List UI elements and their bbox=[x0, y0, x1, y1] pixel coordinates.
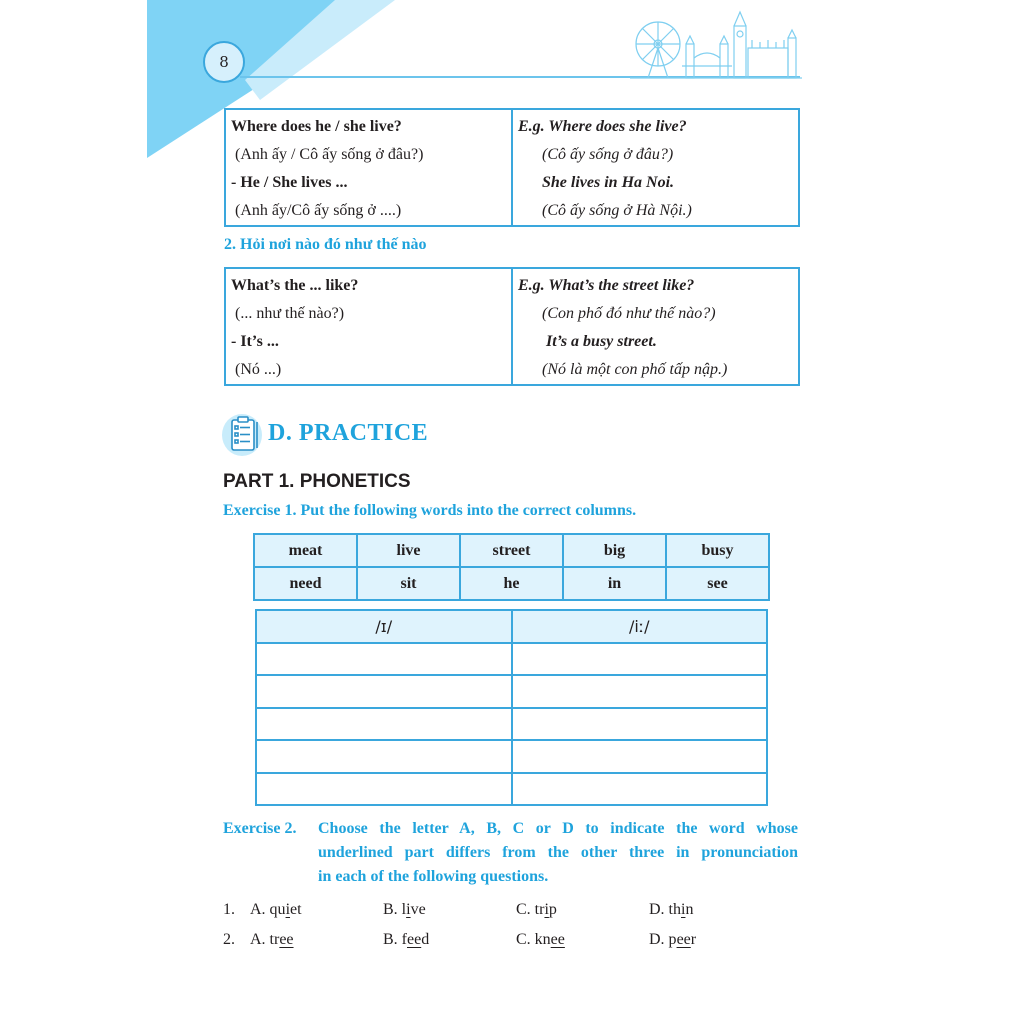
answer-cell[interactable] bbox=[513, 676, 769, 709]
word-cell: live bbox=[358, 535, 461, 568]
option-b[interactable]: B. live bbox=[383, 901, 426, 918]
grammar-translation: (... như thế nào?) bbox=[235, 305, 345, 322]
example-answer: She lives in Ha Noi. bbox=[542, 174, 675, 191]
column-header-long-i: /iː/ bbox=[513, 611, 769, 644]
word-cell: street bbox=[461, 535, 564, 568]
exercise-2-label: Exercise 2. bbox=[223, 820, 297, 837]
exercise-2-line-3: in each of the following questions. bbox=[318, 868, 549, 885]
option-b[interactable]: B. feed bbox=[383, 931, 430, 948]
answer-cell[interactable] bbox=[257, 676, 513, 709]
word-cell: he bbox=[461, 568, 564, 601]
exercise-2-line-2: underlined part differs from the other three in pronunciation bbox=[318, 844, 798, 861]
grammar-box-left bbox=[226, 110, 511, 225]
grammar-answer: - He / She lives ... bbox=[231, 174, 348, 191]
page-number: 8 bbox=[219, 53, 229, 71]
option-c[interactable]: C. knee bbox=[516, 931, 565, 948]
answer-cell[interactable] bbox=[513, 741, 769, 774]
question-number: 1. bbox=[223, 901, 235, 918]
word-cell: in bbox=[564, 568, 667, 601]
exercise-2-line-1: Choose the letter A, B, C or D to indicate the word whose bbox=[318, 820, 798, 837]
answer-cell[interactable] bbox=[257, 709, 513, 742]
option-a[interactable]: A. tree bbox=[250, 931, 294, 948]
grammar-box-what-like bbox=[224, 267, 800, 386]
word-cell: see bbox=[667, 568, 770, 601]
word-cell: need bbox=[255, 568, 358, 601]
grammar-box-right bbox=[511, 110, 798, 225]
grammar-translation: (Anh ấy / Cô ấy sống ở đâu?) bbox=[235, 146, 424, 163]
answer-cell[interactable] bbox=[257, 774, 513, 807]
example-answer: It’s a busy street. bbox=[546, 333, 657, 350]
example-translation: (Con phố đó như thế nào?) bbox=[542, 305, 716, 322]
example-translation: (Cô ấy sống ở đâu?) bbox=[542, 146, 674, 163]
page-number-badge bbox=[203, 41, 245, 83]
grammar-question: Where does he / she live? bbox=[231, 118, 402, 135]
column-header-short-i: /ɪ/ bbox=[257, 611, 513, 644]
option-c[interactable]: C. trip bbox=[516, 901, 557, 918]
answer-cell[interactable] bbox=[257, 741, 513, 774]
word-grid bbox=[253, 533, 770, 601]
option-d[interactable]: D. peer bbox=[649, 931, 697, 948]
example-translation: (Nó là một con phố tấp nập.) bbox=[542, 361, 728, 378]
grammar-box-right bbox=[511, 269, 798, 384]
word-cell: sit bbox=[358, 568, 461, 601]
question-number: 2. bbox=[223, 931, 235, 948]
answer-table bbox=[255, 609, 768, 806]
word-cell: busy bbox=[667, 535, 770, 568]
example-question: E.g. What’s the street like? bbox=[518, 277, 695, 294]
answer-cell[interactable] bbox=[513, 709, 769, 742]
answer-cell[interactable] bbox=[257, 644, 513, 677]
grammar-question: What’s the ... like? bbox=[231, 277, 359, 294]
example-question: E.g. Where does she live? bbox=[518, 118, 687, 135]
grammar-box-where-live bbox=[224, 108, 800, 227]
grammar-answer: - It’s ... bbox=[231, 333, 279, 350]
example-translation: (Cô ấy sống ở Hà Nội.) bbox=[542, 202, 692, 219]
answer-cell[interactable] bbox=[513, 774, 769, 807]
practice-title: D. PRACTICE bbox=[268, 420, 429, 446]
answer-cell[interactable] bbox=[513, 644, 769, 677]
part-title: PART 1. PHONETICS bbox=[223, 471, 411, 492]
clipboard-icon bbox=[222, 414, 262, 456]
grammar-box-left bbox=[226, 269, 511, 384]
exercise-2-instructions bbox=[223, 817, 798, 889]
grammar-translation: (Nó ...) bbox=[235, 361, 282, 378]
word-cell: big bbox=[564, 535, 667, 568]
word-cell: meat bbox=[255, 535, 358, 568]
option-d[interactable]: D. thin bbox=[649, 901, 694, 918]
grammar-translation: (Anh ấy/Cô ấy sống ở ....) bbox=[235, 202, 402, 219]
city-skyline-icon bbox=[630, 8, 802, 80]
exercise-1-title: Exercise 1. Put the following words into the correct columns. bbox=[223, 502, 637, 519]
subheading-2: 2. Hỏi nơi nào đó như thế nào bbox=[224, 236, 427, 253]
option-a[interactable]: A. quiet bbox=[250, 901, 302, 918]
